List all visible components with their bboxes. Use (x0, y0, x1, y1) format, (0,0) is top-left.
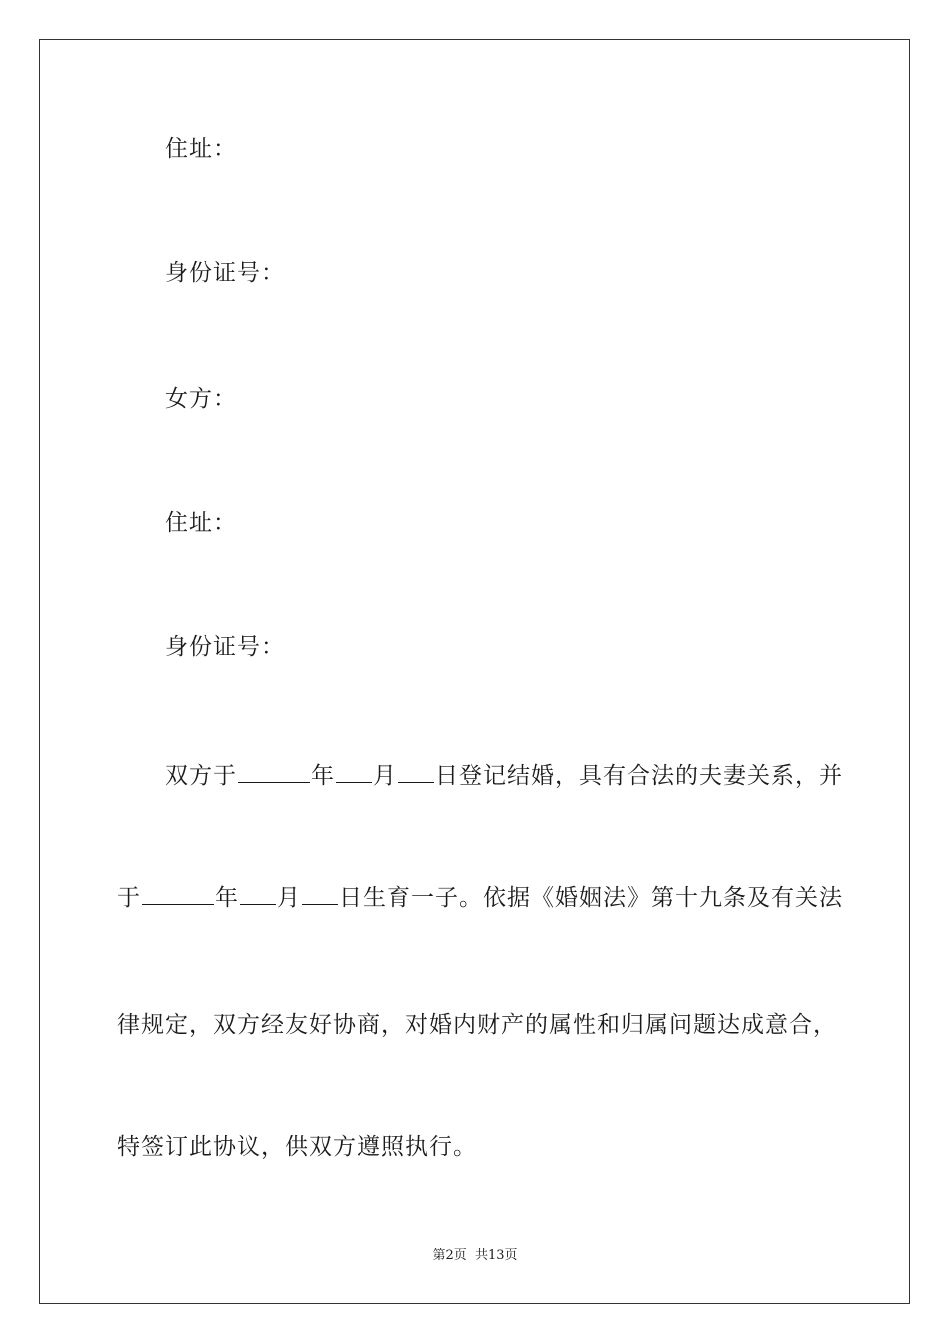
paragraph-line-3: 律规定，双方经友好协商，对婚内财产的属性和归属问题达成意合， (117, 1012, 837, 1038)
month-blank[interactable] (240, 882, 276, 905)
page-border (39, 39, 910, 1304)
paragraph-line-4: 特签订此协议，供双方遵照执行。 (117, 1134, 477, 1160)
text-segment: 月 (373, 763, 397, 789)
address-label-1: 住址： (165, 136, 237, 162)
page-footer (0, 1246, 950, 1266)
text-segment: 日生育一子。依据《婚姻法》第十九条及有关法 (339, 885, 843, 911)
month-blank[interactable] (336, 760, 372, 783)
text-segment: 月 (277, 885, 301, 911)
text-segment: 日登记结婚，具有合法的夫妻关系，并 (435, 763, 843, 789)
text-segment: 双方于 (165, 763, 237, 789)
year-blank[interactable] (238, 760, 310, 783)
day-blank[interactable] (398, 760, 434, 783)
text-segment: 年 (311, 763, 335, 789)
text-segment: 于 (117, 885, 141, 911)
female-party-label: 女方： (165, 386, 237, 412)
text-segment: 年 (215, 885, 239, 911)
year-blank[interactable] (142, 882, 214, 905)
id-number-label-1: 身份证号： (165, 260, 285, 286)
paragraph-line-1 (165, 760, 843, 791)
page-number: 第2页 (432, 1248, 467, 1263)
address-label-2: 住址： (165, 510, 237, 536)
paragraph-line-2 (117, 882, 843, 913)
total-pages: 共13页 (474, 1248, 518, 1263)
day-blank[interactable] (302, 882, 338, 905)
id-number-label-2: 身份证号： (165, 634, 285, 660)
